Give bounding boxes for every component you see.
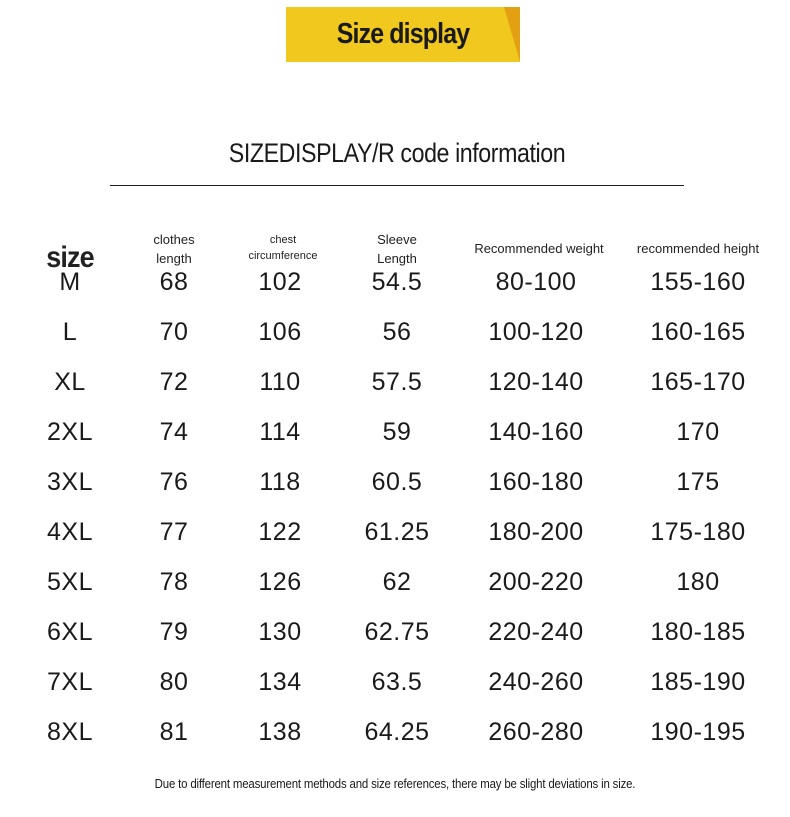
length-cell: 80 (159, 668, 189, 696)
size-cell: 7XL (47, 668, 93, 696)
sleeve-cell: 61.25 (364, 518, 430, 546)
size-cell: M (59, 268, 81, 296)
header-clothes-length (134, 231, 214, 269)
size-cell: 4XL (47, 518, 93, 546)
weight-cell: 240-260 (488, 668, 584, 696)
chest-cell: 106 (258, 318, 302, 346)
height-cell: 180-185 (650, 618, 746, 646)
length-cell: 72 (159, 368, 189, 396)
table-row (0, 518, 790, 568)
header-sleeve-length (352, 231, 442, 269)
height-cell: 160-165 (650, 318, 746, 346)
table-row (0, 368, 790, 418)
footnote: Due to different measurement methods and size references, there may be slight deviations in size. (154, 776, 636, 791)
length-cell: 68 (159, 268, 189, 296)
sleeve-cell: 60.5 (371, 468, 423, 496)
chest-cell: 110 (259, 368, 301, 396)
header-sleeve-line2: Length (377, 250, 417, 266)
chest-cell: 122 (258, 518, 302, 546)
height-cell: 175 (676, 468, 720, 496)
weight-cell: 220-240 (488, 618, 584, 646)
sleeve-cell: 62 (382, 568, 412, 596)
table-row (0, 618, 790, 668)
weight-cell: 160-180 (488, 468, 584, 496)
title-divider (110, 185, 684, 186)
table-row (0, 668, 790, 718)
length-cell: 77 (159, 518, 189, 546)
header-size: size (46, 241, 94, 274)
table-row (0, 318, 790, 368)
banner-title: Size display (336, 18, 470, 50)
chest-cell: 126 (258, 568, 302, 596)
weight-cell: 260-280 (488, 718, 584, 746)
size-cell: L (62, 318, 78, 346)
chest-cell: 114 (259, 418, 301, 446)
table-row (0, 418, 790, 468)
weight-cell: 120-140 (488, 368, 584, 396)
height-cell: 185-190 (650, 668, 746, 696)
sleeve-cell: 57.5 (371, 368, 423, 396)
chest-cell: 134 (258, 668, 302, 696)
header-chest-line2: circumference (248, 249, 318, 262)
height-cell: 155-160 (650, 268, 746, 296)
sleeve-cell: 56 (382, 318, 412, 346)
weight-cell: 180-200 (488, 518, 584, 546)
chest-cell: 118 (259, 468, 301, 496)
table-row (0, 718, 790, 768)
height-cell: 175-180 (650, 518, 746, 546)
height-cell: 180 (676, 568, 720, 596)
header-clothes-length-line2: length (156, 250, 192, 266)
length-cell: 78 (159, 568, 189, 596)
title-banner (286, 7, 520, 62)
size-cell: XL (54, 368, 86, 396)
sleeve-cell: 64.25 (364, 718, 430, 746)
size-cell: 8XL (47, 718, 93, 746)
length-cell: 76 (159, 468, 189, 496)
length-cell: 79 (159, 618, 189, 646)
sleeve-cell: 63.5 (371, 668, 423, 696)
size-cell: 5XL (47, 568, 93, 596)
height-cell: 190-195 (650, 718, 746, 746)
sleeve-cell: 59 (382, 418, 412, 446)
header-sleeve-line1: Sleeve (377, 232, 417, 247)
header-recommended-weight: Recommended weight (474, 241, 604, 256)
header-recommended-height: recommended height (636, 241, 760, 256)
weight-cell: 140-160 (488, 418, 584, 446)
chest-cell: 130 (258, 618, 302, 646)
table-row (0, 468, 790, 518)
section-title: SIZEDISPLAY/R code information (228, 138, 566, 168)
size-cell: 6XL (47, 618, 93, 646)
length-cell: 70 (159, 318, 189, 346)
height-cell: 165-170 (650, 368, 746, 396)
weight-cell: 80-100 (495, 268, 577, 296)
chest-cell: 138 (258, 718, 302, 746)
weight-cell: 100-120 (488, 318, 584, 346)
size-cell: 2XL (47, 418, 93, 446)
banner-accent-stripe (504, 7, 520, 62)
header-chest-circumference (233, 233, 333, 265)
table-row (0, 268, 790, 318)
length-cell: 81 (159, 718, 189, 746)
length-cell: 74 (159, 418, 189, 446)
weight-cell: 200-220 (488, 568, 584, 596)
sleeve-cell: 54.5 (371, 268, 423, 296)
sleeve-cell: 62.75 (364, 618, 430, 646)
table-row (0, 568, 790, 618)
header-chest-line1: chest (269, 234, 297, 246)
header-clothes-length-line1: clothes (153, 232, 195, 247)
size-cell: 3XL (47, 468, 93, 496)
height-cell: 170 (676, 418, 720, 446)
chest-cell: 102 (258, 268, 302, 296)
